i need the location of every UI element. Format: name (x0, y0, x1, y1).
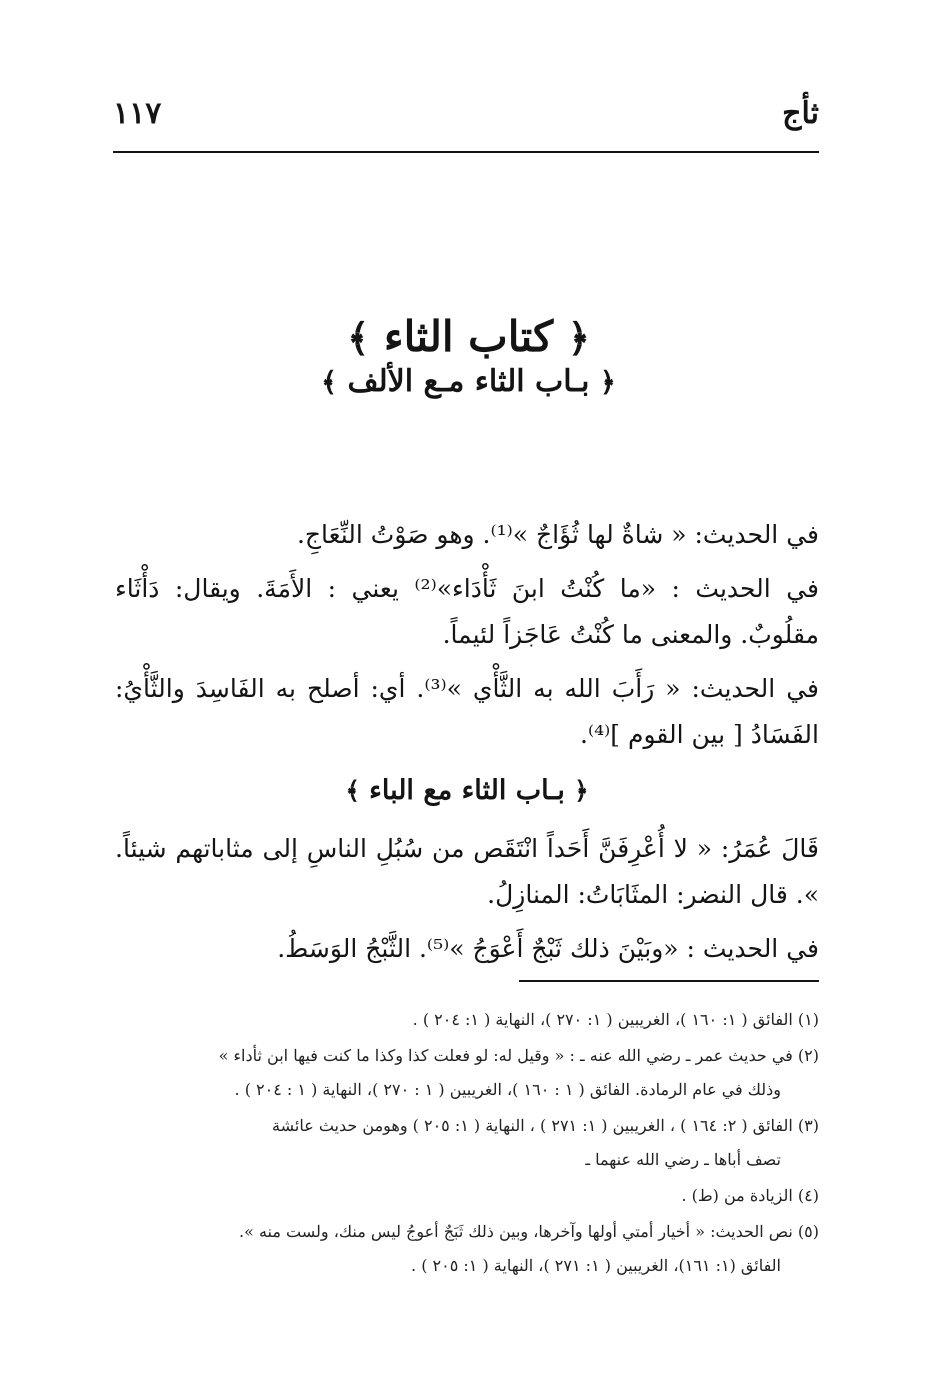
ornament-bracket-open: ﴿ (574, 776, 589, 805)
footnote-continuation: تصف أباها ـ رضي الله عنهما ـ (585, 1150, 781, 1169)
running-head (113, 96, 819, 136)
footnote-text: الفائق ( ١: ١٦٠ )، الغريبين ( ١: ٢٧٠ )، النهاية ( ١: ٢٠٤ ) . (412, 1010, 793, 1029)
paragraph: في الحديث: « شاةٌ لها ثُؤَاجٌ »⁽¹⁾. وهو صَوْتُ النِّعَاجِ. (296, 520, 819, 549)
body-text (115, 512, 819, 980)
section-heading-text: بـاب الثاء مع الباء (369, 775, 565, 806)
footnote (115, 1039, 819, 1107)
ornament-bracket-close: ﴾ (347, 316, 370, 360)
footnote-text: الفائق ( ٢: ١٦٤ ) ، الغريبين ( ١: ٢٧١ ) ، النهاية ( ١: ٢٠٥ ) وهومن حديث عائشة (272, 1116, 793, 1135)
header-rule (113, 151, 819, 153)
ornament-bracket-open: ﴿ (600, 367, 616, 398)
page-title: ثأج (782, 96, 819, 131)
footnote-text: الزيادة من (ط) . (681, 1186, 793, 1205)
footnote-number: (٣) (797, 1116, 819, 1135)
footnote-number: (٤) (797, 1186, 819, 1205)
ornament-bracket-close: ﴾ (321, 367, 337, 398)
chapter-title-text: بـاب الثاء مـع الألف (347, 364, 590, 399)
footnote-text: في حديث عمر ـ رضي الله عنه ـ : « وقيل له: لو فعلت كذا وكذا ما كنت فيها ابن ثأداء » (218, 1046, 793, 1065)
page-number: ١١٧ (113, 96, 162, 131)
paragraph: في الحديث : «وبَيْنَ ذلك ثَبْجٌ أَعْوَجُ »⁽⁵⁾. الثَّبْجُ الوَسَطُ. (277, 934, 819, 963)
paragraph: قَالَ عُمَرُ: « لا أُعْرِفَنَّ أَحَداً انْتَقَص من سُبُلِ الناسِ إلى مثاباتهم شيئاً. ». قال النضر: المثَابَاتُ: المنازِلُ. (115, 834, 819, 909)
footnote (115, 1215, 819, 1283)
ornament-bracket-close: ﴾ (345, 776, 360, 805)
paragraph: في الحديث : «ما كُنْتُ ابنَ ثَأْدَاء»⁽²⁾ يعني : الأَمَةَ. ويقال: دَأْثَاء مقلُوبٌ. والمعنى ما كُنْتُ عَاجَزاً لئيماً. (115, 574, 819, 649)
section-heading (115, 768, 819, 814)
footnote-continuation: وذلك في عام الرمادة. الفائق ( ١ : ١٦٠ )، الغريبين ( ١ : ٢٧٠ )، النهاية ( ١ : ٢٠٤ ) . (234, 1080, 781, 1099)
footnote-continuation: الفائق (١: ١٦١)، الغريبين ( ١: ٢٧١ )، النهاية ( ١: ٢٠٥ ) . (411, 1256, 781, 1275)
footnote (115, 1109, 819, 1177)
footnotes (115, 1003, 819, 1285)
book-title (0, 312, 937, 362)
footnote (115, 1179, 819, 1213)
ornament-bracket-open: ﴿ (567, 316, 590, 360)
footnote-number: (٢) (797, 1046, 819, 1065)
paragraph: في الحديث: « رَأَبَ الله به الثَّأْي »⁽³⁾. أي: أصلح به الفَاسِدَ والثَّأْيُ: الفَسَادُ [ بين القوم ]⁽⁴⁾. (115, 674, 819, 749)
chapter-title (0, 364, 937, 400)
footnote-rule (519, 980, 819, 982)
footnote-number: (٥) (797, 1222, 819, 1241)
book-title-text: كتاب الثاء (383, 312, 554, 361)
footnote-text: نص الحديث: « أخيار أمتي أولها وآخرها، وبين ذلك ثَبَجٌ أعوجُ ليس منك، ولست منه ». (239, 1222, 793, 1241)
footnote-number: (١) (797, 1010, 819, 1029)
footnote (115, 1003, 819, 1037)
